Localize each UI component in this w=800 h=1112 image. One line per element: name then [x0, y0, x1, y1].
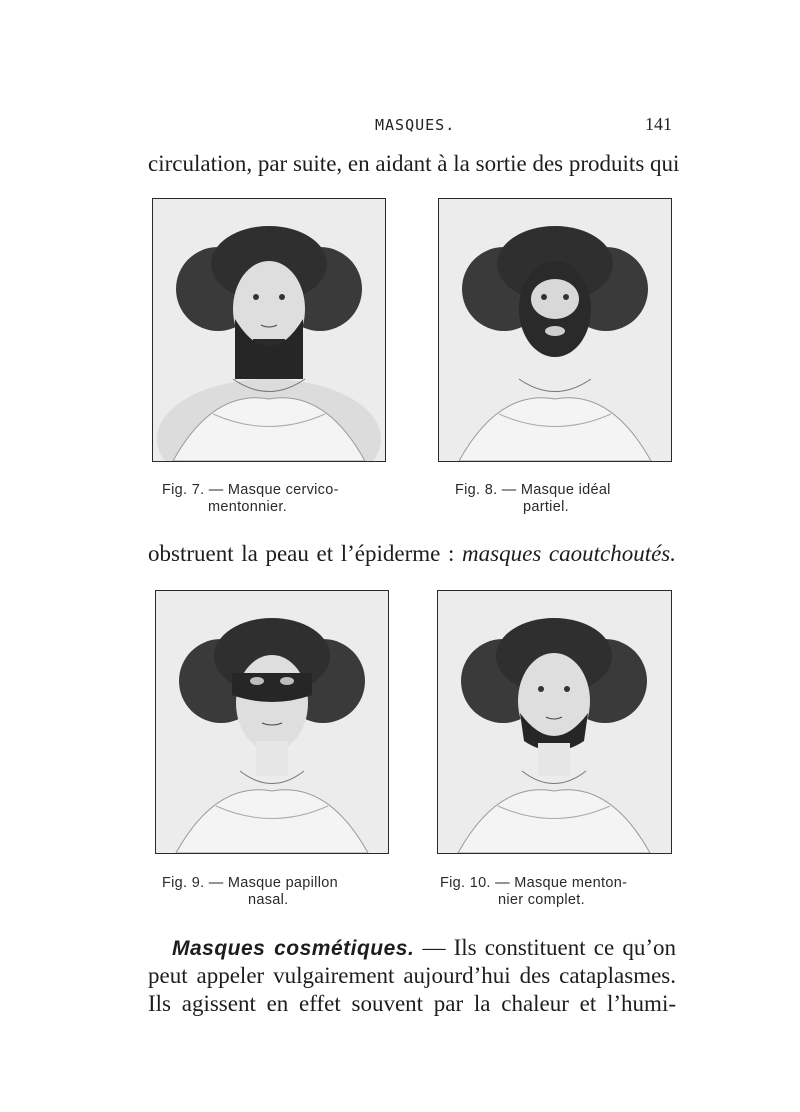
paragraph-line-3: Ils agissent en effet souvent par la chaleur et l’humi-	[148, 991, 676, 1016]
body-line-middle	[148, 540, 676, 568]
caption-line: Fig. 10. — Masque menton-	[440, 875, 628, 891]
figure-10-photo	[437, 590, 672, 854]
running-header: MASQUES.	[375, 116, 456, 134]
figure-10-caption	[440, 875, 627, 909]
figure-7-caption	[162, 482, 339, 516]
body-text-italic: masques caoutchoutés.	[462, 541, 677, 566]
caption-line: Fig. 7. — Masque cervico-	[162, 482, 339, 498]
caption-line: Fig. 8. — Masque idéal	[455, 482, 611, 498]
caption-line: partiel.	[523, 499, 569, 515]
body-line-top: circulation, par suite, en aidant à la sortie des produits qui	[148, 151, 680, 176]
figure-9-caption	[162, 875, 338, 909]
figure-7-photo	[152, 198, 386, 462]
figure-8-caption	[455, 482, 611, 516]
body-text: obstruent la peau et l’épiderme :	[148, 541, 463, 566]
section-heading: Masques cosmétiques.	[172, 937, 415, 960]
caption-line: nier complet.	[498, 892, 585, 908]
caption-line: mentonnier.	[208, 499, 288, 515]
paragraph-line-1	[148, 934, 676, 963]
page-number: 141	[645, 114, 672, 134]
paragraph-line-2: peut appeler vulgairement aujourd’hui des cataplasmes.	[148, 963, 676, 988]
body-text: — Ils constituent ce qu’on	[414, 935, 676, 960]
caption-line: nasal.	[248, 892, 289, 908]
figure-9-photo	[155, 590, 389, 854]
figure-8-photo	[438, 198, 672, 462]
caption-line: Fig. 9. — Masque papillon	[162, 875, 338, 891]
